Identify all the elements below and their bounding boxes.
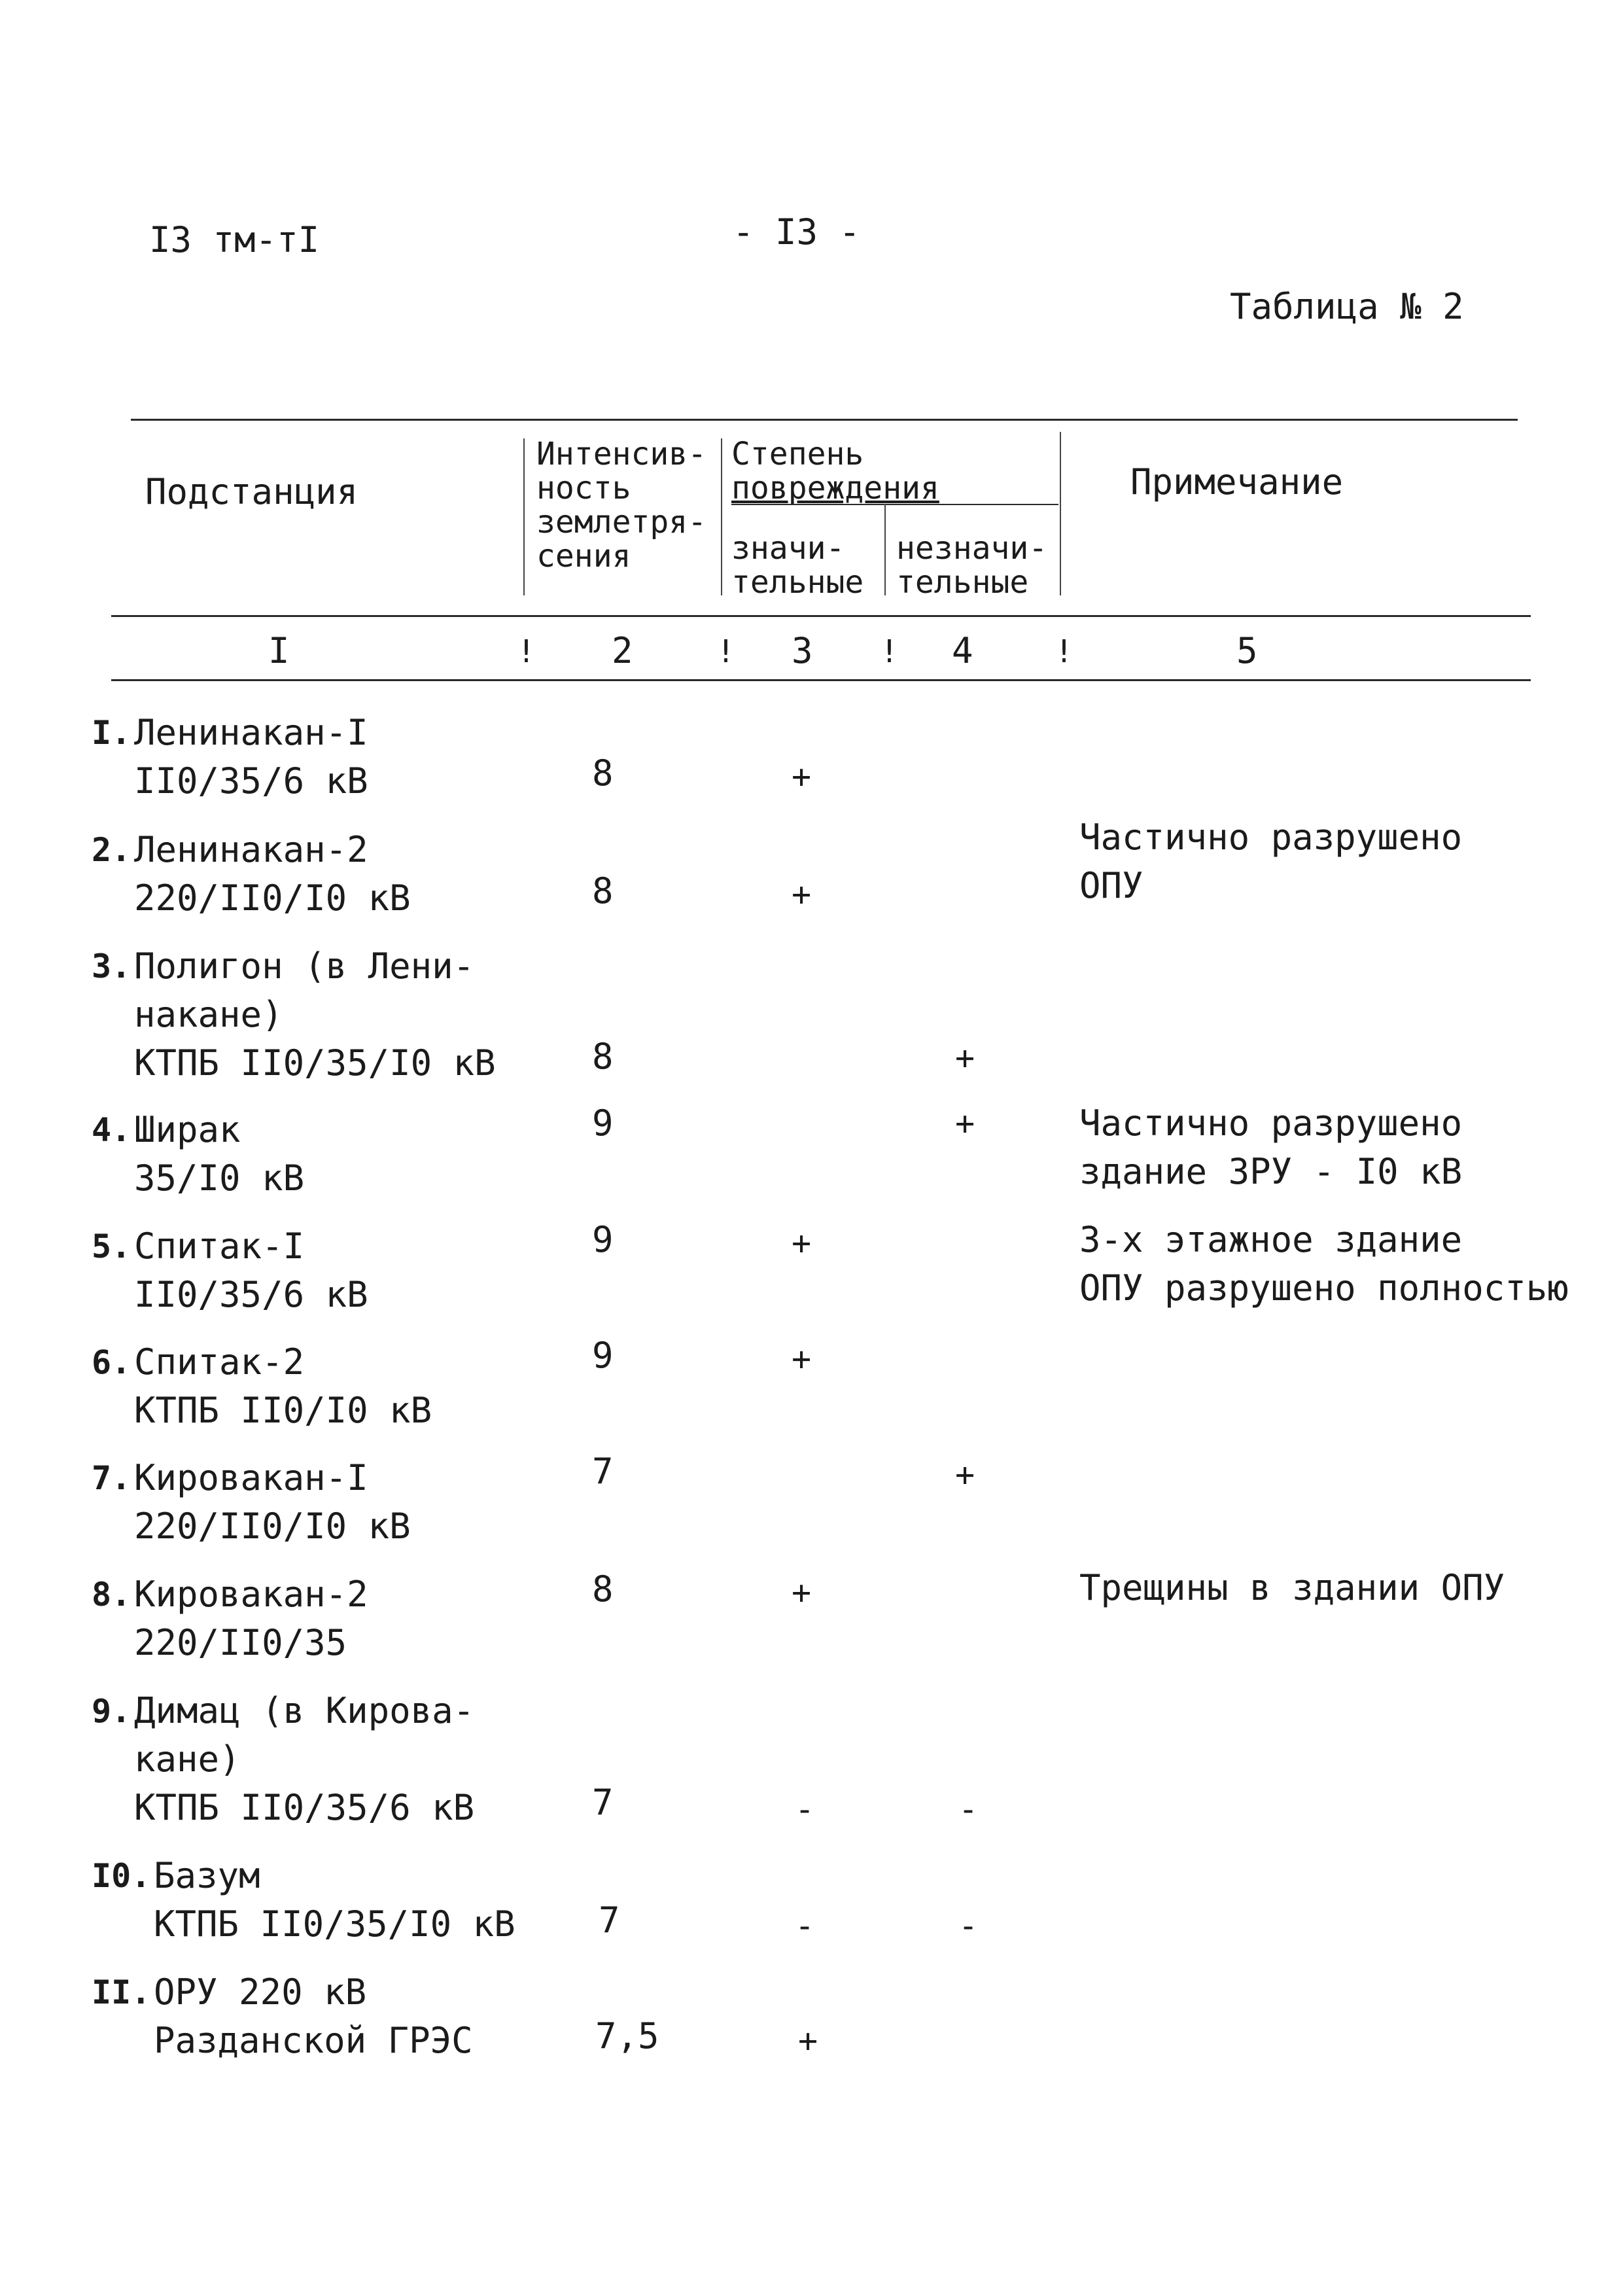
significant-mark: +: [798, 2022, 818, 2060]
row-number: 7.: [92, 1459, 131, 1497]
substation-name: Полигон (в Лени-: [134, 945, 475, 987]
row-number: 6.: [92, 1343, 131, 1381]
substation-name: кане): [134, 1739, 241, 1780]
substation-name: Димац (в Кирова-: [134, 1690, 475, 1731]
header-bottom-rule: [111, 615, 1531, 617]
substation-name: КТПБ II0/I0 кВ: [134, 1390, 432, 1431]
column-number: I: [268, 630, 290, 671]
column-header-damage: Степень повреждения: [731, 436, 939, 506]
insignificant-mark: -: [958, 1790, 979, 1828]
intensity-value: 7: [599, 1899, 620, 1941]
column-header-substation: Подстанция: [145, 471, 358, 512]
row-number: 3.: [92, 947, 131, 985]
substation-name: накане): [134, 994, 283, 1035]
separator-line-1: [523, 438, 525, 595]
intensity-value: 9: [592, 1103, 614, 1144]
substation-name: Кировакан-I: [134, 1457, 368, 1498]
significant-mark: +: [792, 758, 812, 796]
note-text: здание ЗРУ - I0 кВ: [1079, 1151, 1463, 1192]
intensity-value: 7: [592, 1451, 614, 1492]
substation-name: 220/II0/I0 кВ: [134, 877, 411, 919]
row-number: 8.: [92, 1576, 131, 1614]
document-code: I3 тм-тI: [149, 219, 320, 260]
intensity-value: 7,5: [595, 2015, 659, 2057]
column-header-significant: значи- тельные: [731, 530, 864, 601]
separator-line-2: [721, 438, 722, 595]
insignificant-mark: +: [955, 1039, 975, 1077]
separator-mark: !: [716, 633, 735, 670]
substation-name: Ленинакан-I: [134, 712, 368, 753]
intensity-value: 9: [592, 1219, 614, 1260]
column-number: 5: [1236, 630, 1258, 671]
substation-name: Базум: [154, 1855, 260, 1896]
row-number: 4.: [92, 1111, 131, 1149]
intensity-value: 8: [592, 1568, 614, 1610]
note-text: ОПУ разрушено полностью: [1079, 1267, 1569, 1309]
intensity-value: 9: [592, 1335, 614, 1376]
intensity-value: 8: [592, 752, 614, 794]
insignificant-mark: +: [955, 1456, 975, 1494]
intensity-value: 8: [592, 870, 614, 911]
substation-name: КТПБ II0/35/I0 кВ: [134, 1042, 496, 1084]
separator-mark: !: [1055, 633, 1073, 670]
column-header-note: Примечание: [1130, 461, 1344, 503]
insignificant-mark: -: [958, 1907, 979, 1945]
row-number: II.: [92, 1973, 151, 2011]
substation-name: II0/35/6 кВ: [134, 760, 368, 802]
damage-subheader-rule: [731, 504, 1058, 505]
row-number: 2.: [92, 831, 131, 869]
substation-name: ОРУ 220 кВ: [154, 1971, 367, 2013]
row-number: 5.: [92, 1227, 131, 1265]
substation-name: Кировакан-2: [134, 1574, 368, 1615]
note-text: 3-х этажное здание: [1079, 1219, 1463, 1260]
separator-mark: !: [880, 633, 899, 670]
column-number: 4: [952, 630, 973, 671]
significant-mark: +: [792, 1224, 812, 1262]
table-label: Таблица № 2: [1230, 286, 1464, 327]
row-number: 9.: [92, 1692, 131, 1730]
note-text: ОПУ: [1079, 865, 1143, 906]
separator-line-3: [884, 504, 886, 595]
substation-name: Спитак-I: [134, 1226, 305, 1267]
significant-mark: +: [792, 1340, 812, 1378]
substation-name: Разданской ГРЭС: [154, 2020, 473, 2061]
column-header-insignificant: незначи- тельные: [896, 530, 1048, 601]
separator-mark: !: [517, 633, 536, 670]
header-top-rule: [131, 419, 1518, 421]
substation-name: II0/35/6 кВ: [134, 1274, 368, 1315]
substation-name: 220/II0/35: [134, 1622, 347, 1663]
note-text: Частично разрушено: [1079, 1103, 1463, 1144]
note-text: Трещины в здании ОПУ: [1079, 1567, 1505, 1608]
significant-mark: +: [792, 1574, 812, 1612]
column-header-intensity: Интенсив- ность землетря- сения: [536, 436, 707, 574]
intensity-value: 8: [592, 1036, 614, 1077]
significant-mark: -: [795, 1907, 815, 1945]
substation-name: КТПБ II0/35/6 кВ: [134, 1787, 475, 1828]
page-number: - I3 -: [733, 211, 861, 253]
substation-name: Спитак-2: [134, 1341, 305, 1383]
separator-line-4: [1060, 432, 1061, 595]
substation-name: Ширак: [134, 1109, 241, 1150]
row-number: I.: [92, 714, 131, 752]
substation-name: Ленинакан-2: [134, 829, 368, 870]
intensity-value: 7: [592, 1782, 614, 1823]
substation-name: КТПБ II0/35/I0 кВ: [154, 1903, 515, 1945]
substation-name: 220/II0/I0 кВ: [134, 1506, 411, 1547]
substation-name: 35/I0 кВ: [134, 1157, 305, 1199]
significant-mark: +: [792, 875, 812, 913]
insignificant-mark: +: [955, 1104, 975, 1142]
row-number: I0.: [92, 1857, 151, 1895]
column-number: 2: [612, 630, 633, 671]
column-number: 3: [792, 630, 813, 671]
significant-mark: -: [795, 1790, 815, 1828]
column-numbers-rule: [111, 679, 1531, 681]
note-text: Частично разрушено: [1079, 817, 1463, 858]
